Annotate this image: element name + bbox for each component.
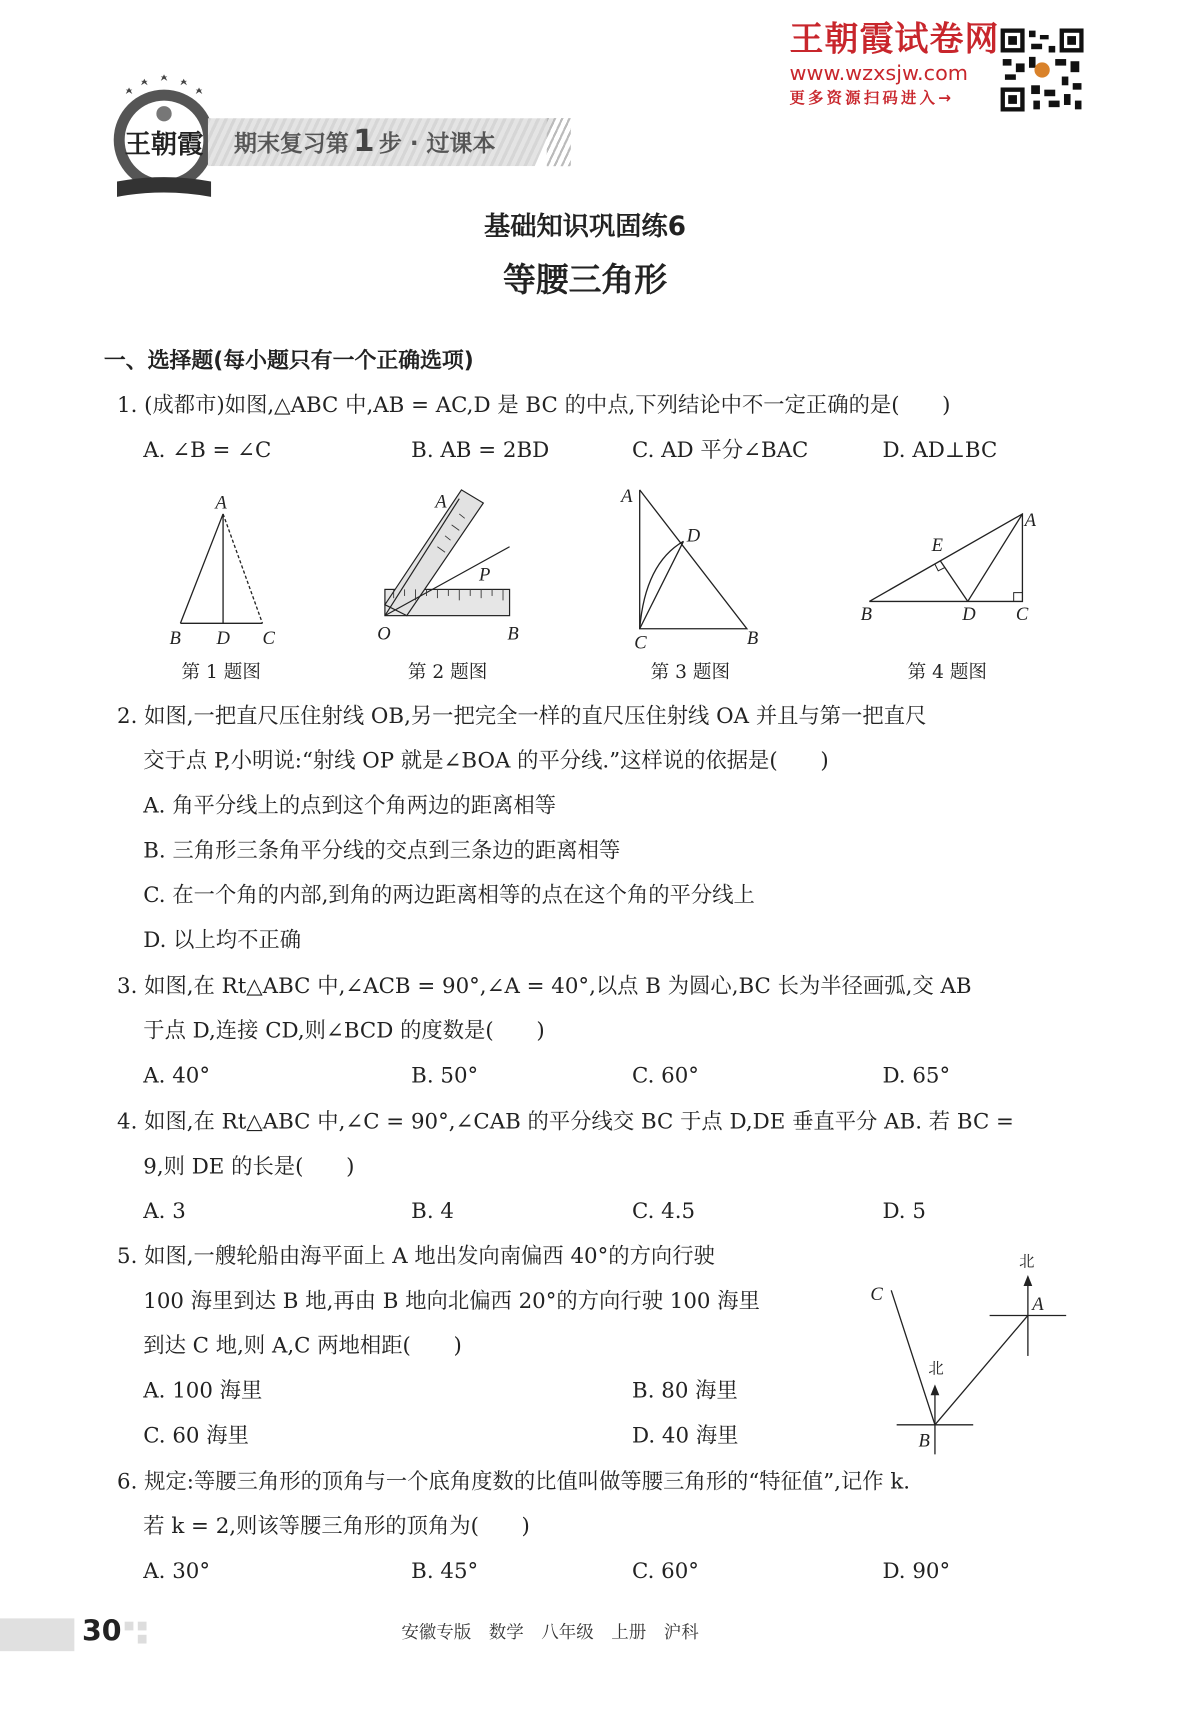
- fig5-north-label-b: 北: [928, 1360, 944, 1378]
- brand-name: 王朝霞试卷网: [789, 19, 1000, 60]
- q5-option-c[interactable]: C. 60 海里: [143, 1422, 249, 1448]
- q1-option-d[interactable]: D. AD⊥BC: [882, 437, 998, 463]
- fig2-label-a: A: [435, 490, 447, 512]
- figure-1-caption: 第 1 题图: [181, 661, 261, 684]
- fig4-label-d: D: [962, 603, 976, 625]
- fig3-label-d: D: [686, 524, 701, 546]
- figure-5: [0, 0, 1, 1]
- question-text: 规定:等腰三角形的顶角与一个底角度数的比值叫做等腰三角形的“特征值”,记作 k.: [144, 1468, 911, 1494]
- q4-option-a[interactable]: A. 3: [143, 1198, 186, 1224]
- q5-option-d[interactable]: D. 40 海里: [632, 1422, 739, 1448]
- fig1-label-d: D: [216, 627, 230, 649]
- q5-option-a[interactable]: A. 100 海里: [143, 1377, 263, 1403]
- fig3-label-c: C: [634, 632, 647, 653]
- question-number: 5.: [117, 1243, 138, 1269]
- fig1-label-a: A: [215, 492, 227, 513]
- q5-option-b[interactable]: B. 80 海里: [632, 1377, 738, 1403]
- q3-option-d[interactable]: D. 65°: [882, 1062, 951, 1089]
- question-1: [117, 394, 951, 419]
- question-text-cont: 100 海里到达 B 地,再由 B 地向北偏西 20°的方向行驶 100 海里: [143, 1288, 760, 1314]
- page-number: 30: [82, 1615, 122, 1648]
- q6-option-a[interactable]: A. 30°: [143, 1558, 211, 1584]
- q4-option-c[interactable]: C. 4.5: [632, 1198, 696, 1224]
- q6-option-b[interactable]: B. 45°: [411, 1558, 479, 1584]
- question-text-cont: 9,则 DE 的长是( ): [143, 1153, 355, 1179]
- question-text: 如图,在 Rt△ABC 中,∠C = 90°,∠CAB 的平分线交 BC 于点 D,DE 垂直平分 AB. 若 BC =: [144, 1108, 1014, 1134]
- fig1-label-c: C: [262, 627, 275, 649]
- question-2: [117, 704, 926, 729]
- q2-option-b[interactable]: B. 三角形三条角平分线的交点到三条边的距离相等: [143, 837, 621, 863]
- question-text: 如图,一把直尺压住射线 OB,另一把完全一样的直尺压住射线 OA 并且与第一把直尺: [144, 703, 927, 729]
- fig4-label-e: E: [931, 534, 944, 556]
- question-3: [117, 974, 972, 999]
- q3-option-b[interactable]: B. 50°: [411, 1062, 479, 1089]
- figure-4-caption: 第 4 题图: [907, 661, 988, 684]
- brand-url[interactable]: www.wzxsjw.com: [789, 61, 969, 86]
- fig5-label-c: C: [870, 1283, 883, 1305]
- question-text: 如图,一艘轮船由海平面上 A 地出发向南偏西 40°的方向行驶: [144, 1243, 715, 1269]
- fig2-label-o: O: [377, 623, 391, 645]
- question-number: 2.: [117, 703, 138, 729]
- fig3-label-a: A: [621, 485, 633, 507]
- q1-option-a[interactable]: A. ∠B = ∠C: [143, 437, 272, 463]
- fig5-north-label-a: 北: [1019, 1253, 1035, 1271]
- fig4-label-b: B: [860, 603, 872, 625]
- figure-2-caption: 第 2 题图: [407, 661, 488, 684]
- question-text: 如图,在 Rt△ABC 中,∠ACB = 90°,∠A = 40°,以点 B 为圆心,BC 长为半径画弧,交 AB: [144, 973, 972, 999]
- fig4-label-c: C: [1015, 603, 1029, 625]
- fig4-label-a: A: [1024, 509, 1036, 531]
- publisher-logo: [104, 74, 224, 203]
- q2-option-d[interactable]: D. 以上均不正确: [143, 927, 302, 953]
- footer-bar: [0, 1618, 74, 1651]
- brand-slogan: 更多资源扫码进入→: [789, 89, 955, 108]
- question-number: 3.: [117, 973, 138, 999]
- q2-option-a[interactable]: A. 角平分线上的点到这个角两边的距离相等: [143, 792, 557, 818]
- question-text-cont: 交于点 P,小明说:“射线 OP 就是∠BOA 的平分线.”这样说的依据是( ): [143, 747, 829, 774]
- banner-text-post: 步 · 过课本: [378, 130, 496, 157]
- question-text: (成都市)如图,△ABC 中,AB = AC,D 是 BC 的中点,下列结论中不一定正确的是( ): [144, 392, 951, 418]
- question-number: 6.: [117, 1468, 138, 1494]
- fig5-label-b: B: [918, 1430, 930, 1452]
- banner-stripes: [547, 118, 571, 166]
- banner-step: 1: [353, 122, 375, 159]
- q3-option-c[interactable]: C. 60°: [632, 1062, 699, 1089]
- figure-3-caption: 第 3 题图: [650, 661, 731, 684]
- question-number: 4.: [117, 1108, 138, 1134]
- footer-info: 安徽专版 数学 八年级 上册 沪科: [401, 1621, 699, 1643]
- q6-option-d[interactable]: D. 90°: [882, 1558, 951, 1584]
- fig2-label-b: B: [507, 623, 519, 645]
- q4-option-b[interactable]: B. 4: [411, 1198, 454, 1224]
- question-text-cont: 于点 D,连接 CD,则∠BCD 的度数是( ): [143, 1018, 545, 1044]
- fig3-label-b: B: [746, 627, 759, 649]
- worksheet-subtitle: 等腰三角形: [503, 261, 668, 300]
- question-6: [117, 1470, 910, 1495]
- fig2-label-p: P: [478, 564, 491, 586]
- fig5-label-a: A: [1032, 1293, 1044, 1315]
- q3-option-a[interactable]: A. 40°: [143, 1062, 211, 1089]
- svg-text:王朝霞: 王朝霞: [124, 129, 204, 161]
- q6-option-c[interactable]: C. 60°: [632, 1558, 699, 1584]
- q1-option-c[interactable]: C. AD 平分∠BAC: [632, 437, 809, 463]
- question-text-cont: 若 k = 2,则该等腰三角形的顶角为( ): [143, 1513, 530, 1539]
- question-4: [117, 1110, 1014, 1135]
- worksheet-title: 基础知识巩固练6: [484, 211, 687, 242]
- question-5: [117, 1244, 715, 1269]
- q2-option-c[interactable]: C. 在一个角的内部,到角的两边距离相等的点在这个角的平分线上: [143, 882, 755, 908]
- q1-option-b[interactable]: B. AB = 2BD: [411, 437, 550, 463]
- section-heading: 一、选择题(每小题只有一个正确选项): [103, 346, 474, 373]
- question-number: 1.: [117, 392, 138, 418]
- banner-title: [234, 124, 495, 159]
- q4-option-d[interactable]: D. 5: [882, 1198, 926, 1224]
- footer-squares: [125, 1622, 134, 1631]
- banner-text-pre: 期末复习第: [234, 130, 349, 157]
- fig1-label-b: B: [169, 627, 181, 649]
- question-text-cont: 到达 C 地,则 A,C 两地相距( ): [143, 1332, 462, 1359]
- qr-code-icon[interactable]: [1001, 28, 1084, 111]
